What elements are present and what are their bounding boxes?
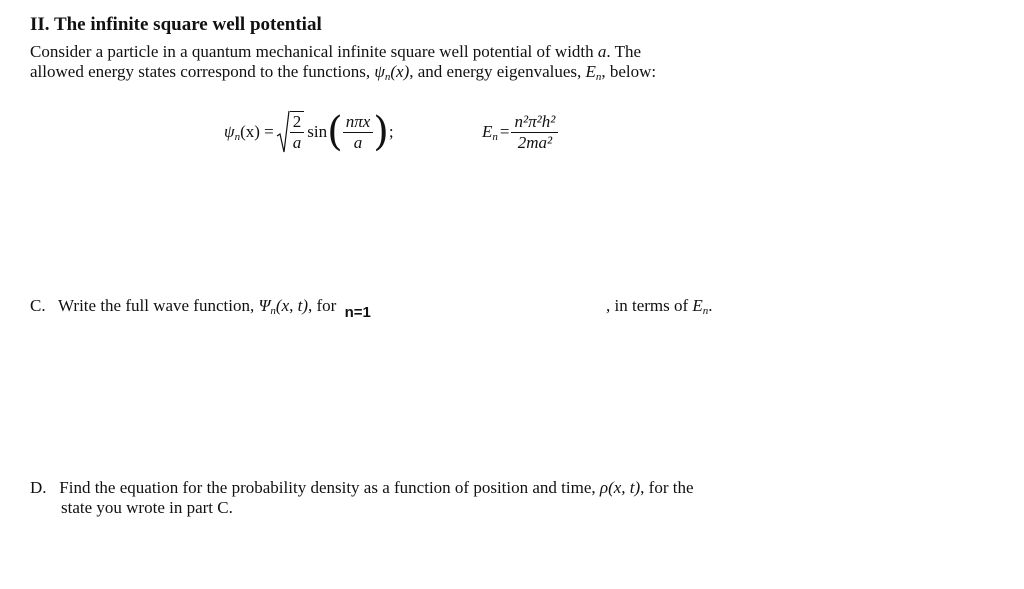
period: . [708, 296, 713, 315]
psi-subscript: n [234, 130, 241, 143]
answer-n-value: n=1 [344, 304, 371, 321]
Psi-arguments: (x, t) [275, 296, 309, 315]
left-paren: ( [327, 109, 343, 155]
equals-sign: = [499, 122, 510, 141]
intro-line-2 [30, 62, 656, 83]
part-c-text: Write the full wave function, [58, 296, 259, 315]
semicolon: ; [388, 122, 394, 141]
intro-line-1 [30, 42, 641, 62]
energy-equation [482, 104, 558, 160]
rho-arguments: (x, t) [608, 478, 641, 497]
psi-subscript: n [384, 71, 391, 83]
part-c-question [30, 296, 371, 321]
energy-symbol: E [482, 121, 493, 141]
part-c-question-end [606, 296, 713, 317]
energy-numerator: n²π²h² [514, 111, 556, 131]
energy-symbol: E [692, 296, 703, 315]
energy-denominator: 2ma² [517, 132, 553, 152]
wavefunction-equation [224, 104, 394, 160]
part-d-question-line-1 [30, 478, 694, 498]
Psi-subscript: n [270, 305, 276, 317]
part-d-label: D. [30, 478, 47, 497]
energy-subscript: n [492, 130, 498, 143]
sin-function: sin [307, 122, 328, 141]
intro-text: allowed energy states correspond to the functions, [30, 62, 375, 81]
psi-symbol: ψ [374, 62, 385, 81]
sqrt-numerator: 2 [292, 112, 302, 131]
section-heading: II. The infinite square well potential [30, 14, 322, 35]
intro-text: Consider a particle in a quantum mechanical infinite square well potential of width [30, 42, 598, 61]
energy-symbol: E [585, 62, 596, 81]
width-variable: a [597, 42, 607, 61]
psi-symbol: ψ [224, 121, 235, 141]
sin-argument [343, 112, 374, 153]
part-d-text: , for the [640, 478, 694, 497]
psi-argument: (x) = [240, 121, 274, 141]
part-c-text: , for [308, 296, 337, 315]
argument-numerator: nπx [345, 111, 371, 131]
part-d-question-line-2: state you wrote in part C. [61, 498, 233, 517]
argument-denominator: a [353, 132, 363, 152]
Psi-symbol: Ψ [258, 296, 271, 315]
part-c-label: C. [30, 296, 46, 315]
energy-fraction [511, 112, 558, 153]
sqrt-two-over-a [276, 110, 305, 154]
intro-text-end: . The [606, 42, 642, 61]
rho-symbol: ρ [599, 478, 609, 497]
intro-text-end: , below: [601, 62, 657, 81]
radical-sign-icon [276, 110, 290, 154]
energy-subscript: n [702, 305, 709, 317]
intro-text: , and energy eigenvalues, [409, 62, 586, 81]
part-c-text: , in terms of [606, 296, 693, 315]
sqrt-denominator: a [292, 133, 302, 152]
part-d-text: Find the equation for the probability density as a function of position and time, [59, 478, 600, 497]
right-paren: ) [373, 109, 389, 155]
psi-argument: (x) [390, 62, 410, 81]
energy-subscript: n [595, 71, 602, 83]
